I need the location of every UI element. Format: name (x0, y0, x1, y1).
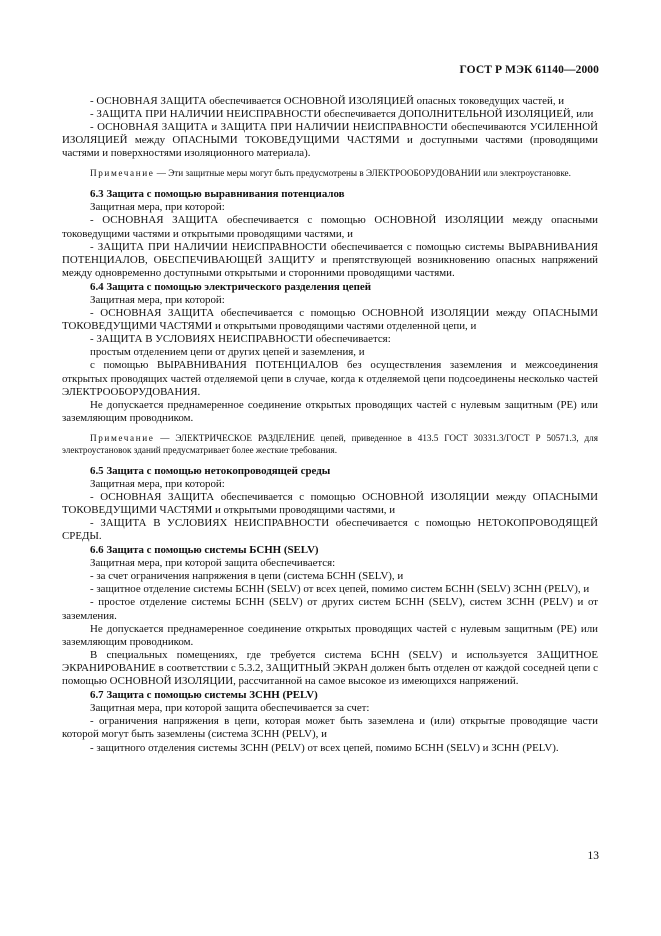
section-heading: 6.4 Защита с помощью электрического разделения цепей (90, 280, 371, 293)
body-paragraph: Защитная мера, при которой: (90, 294, 225, 307)
section-heading: 6.6 Защита с помощью системы БСНН (SELV) (90, 544, 319, 557)
note-paragraph (62, 433, 598, 457)
document-code-header: ГОСТ Р МЭК 61140—2000 (459, 64, 599, 76)
body-paragraph: - ОСНОВНАЯ ЗАЩИТА обеспечивается с помощью ОСНОВНОЙ ИЗОЛЯЦИИ между ОПАСНЫМИ ТОКОВЕДУЩИМИ ЧАСТЯМИ и открытыми проводящими частями отделенной цепи, и (62, 307, 598, 333)
body-paragraph: Не допускается преднамеренное соединение открытых проводящих частей с нулевым защитным (РЕ) или заземляющим проводником. (62, 622, 598, 648)
body-paragraph: - ЗАЩИТА ПРИ НАЛИЧИИ НЕИСПРАВНОСТИ обеспечивается с помощью системы ВЫРАВНИВАНИЯ ПОТЕНЦИАЛОВ, ОБЕСПЕЧИВАЮЩЕЙ ЗАЩИТУ и препятствующей возникновению опасных напряжений между одновременно доступными открытыми и сторонними проводящими частями. (62, 240, 598, 279)
body-paragraph: Защитная мера, при которой: (90, 477, 225, 490)
body-paragraph: с помощью ВЫРАВНИВАНИЯ ПОТЕНЦИАЛОВ без осуществления заземления и межсоединения открытых проводящих частей отделяемой цепи в случае, когда к отделяемой цепи подсоединены несколько частей ЭЛЕКТРООБОРУДОВАНИЯ. (62, 359, 598, 398)
body-paragraph: В специальных помещениях, где требуется система БСНН (SELV) и используется ЗАЩИТНОЕ ЭКРАНИРОВАНИЕ в соответствии с 5.3.2, ЗАЩИТНЫЙ ЭКРАН должен быть отделен от каждой соседней цепи с помощью ОСНОВНОЙ ИЗОЛЯЦИИ, рассчитанной на самое высокое из имеющихся напряжений. (62, 648, 598, 688)
note-text: — Эти защитные меры могут быть предусмотрены в ЭЛЕКТРООБОРУДОВАНИИ или электроустановке. (154, 168, 571, 179)
body-paragraph: - ОСНОВНАЯ ЗАЩИТА и ЗАЩИТА ПРИ НАЛИЧИИ НЕИСПРАВНОСТИ обеспечиваются УСИЛЕННОЙ ИЗОЛЯЦИЕЙ между ОПАСНЫМИ ТОКОВЕДУЩИМИ ЧАСТЯМИ и доступными частями (проводящими частями и поверхностями изоляционного материала). (62, 121, 598, 160)
body-paragraph: - защитное отделение системы БСНН (SELV) от всех цепей, помимо систем БСНН (SELV) ЗСНН (PELV), и (90, 583, 590, 596)
note-label: Примечание (90, 432, 155, 443)
section-heading: 6.5 Защита с помощью нетокопроводящей среды (90, 464, 331, 477)
body-paragraph: - ограничения напряжения в цепи, которая может быть заземлена и (или) открытые проводящие части которой могут быть заземлены (система ЗСНН (PELV), и (62, 715, 598, 741)
page-number: 13 (587, 850, 599, 862)
body-paragraph: - ОСНОВНАЯ ЗАЩИТА обеспечивается с помощью ОСНОВНОЙ ИЗОЛЯЦИИ между опасными токоведущими частями и открытыми проводящими частями, и (62, 214, 598, 240)
section-heading: 6.7 Защита с помощью системы ЗСНН (PELV) (90, 689, 318, 702)
body-paragraph: Защитная мера, при которой защита обеспечивается за счет: (90, 702, 370, 715)
note-paragraph (62, 168, 598, 180)
section-heading: 6.3 Защита с помощью выравнивания потенциалов (90, 188, 345, 201)
body-paragraph: - ЗАЩИТА В УСЛОВИЯХ НЕИСПРАВНОСТИ обеспечивается с помощью НЕТОКОПРОВОДЯЩЕЙ СРЕДЫ. (62, 516, 598, 543)
body-paragraph: - ЗАЩИТА В УСЛОВИЯХ НЕИСПРАВНОСТИ обеспечивается: (90, 333, 391, 346)
document-body (62, 95, 598, 755)
body-paragraph: - простое отделение системы БСНН (SELV) от других систем БСНН (SELV), систем ЗСНН (PELV) и от заземления. (62, 596, 598, 622)
note-text: — ЭЛЕКТРИЧЕСКОЕ РАЗДЕЛЕНИЕ цепей, приведенное в 413.5 ГОСТ 30331.3/ГОСТ Р 50571.3, для электроустановок зданий предусматривает более жесткие требования. (62, 432, 598, 455)
body-paragraph: Защитная мера, при которой: (90, 201, 225, 214)
body-paragraph: - за счет ограничения напряжения в цепи (система БСНН (SELV), и (90, 570, 404, 583)
body-paragraph: Не допускается преднамеренное соединение открытых проводящих частей с нулевым защитным (РЕ) или заземляющим проводником. (62, 398, 598, 424)
body-paragraph: - ОСНОВНАЯ ЗАЩИТА обеспечивается ОСНОВНОЙ ИЗОЛЯЦИЕЙ опасных токоведущих частей, и (90, 95, 565, 107)
body-paragraph: - ЗАЩИТА ПРИ НАЛИЧИИ НЕИСПРАВНОСТИ обеспечивается ДОПОЛНИТЕЛЬНОЙ ИЗОЛЯЦИЕЙ, или (90, 108, 594, 121)
note-label: Примечание (90, 168, 155, 179)
body-paragraph: - защитного отделения системы ЗСНН (PELV) от всех цепей, помимо БСНН (SELV) и ЗСНН (PELV). (90, 741, 559, 754)
body-paragraph: простым отделением цепи от других цепей и заземления, и (90, 346, 365, 359)
body-paragraph: Защитная мера, при которой защита обеспечивается: (90, 557, 336, 570)
body-paragraph: - ОСНОВНАЯ ЗАЩИТА обеспечивается с помощью ОСНОВНОЙ ИЗОЛЯЦИИ между ОПАСНЫМИ ТОКОВЕДУЩИМИ ЧАСТЯМИ и открытыми проводящими частями, и (62, 490, 598, 516)
